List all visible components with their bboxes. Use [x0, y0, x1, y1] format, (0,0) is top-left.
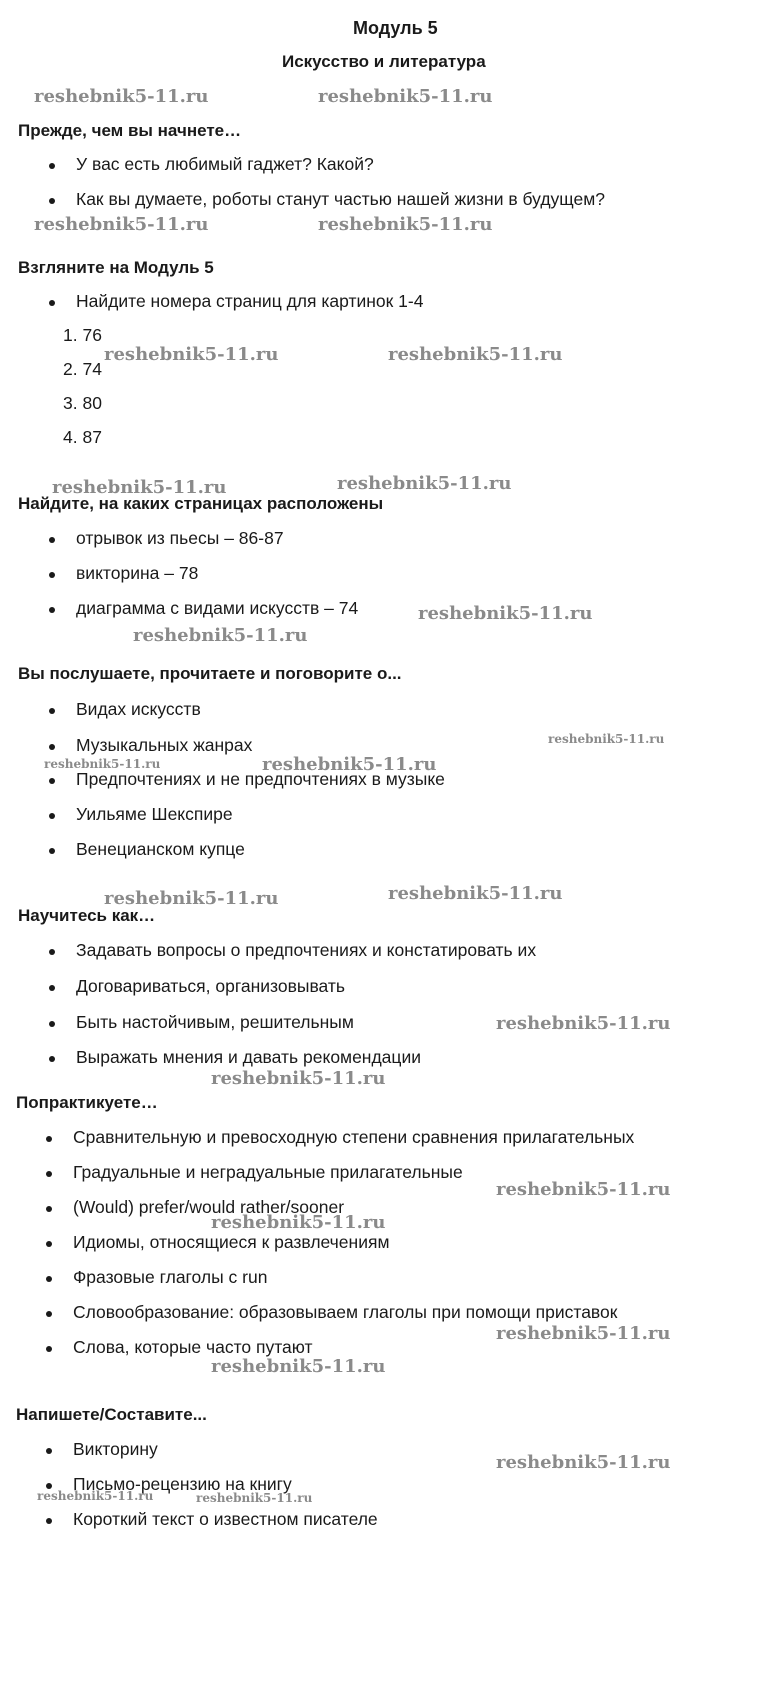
page-subtitle: Искусство и литература [282, 52, 486, 71]
watermark: reshebnik5-11.ru [34, 214, 209, 235]
list-item: Музыкальных жанрах [76, 735, 253, 755]
bullet-icon [49, 607, 55, 613]
list-item: Уильяме Шекспире [76, 804, 233, 824]
section-heading-before-start: Прежде, чем вы начнете… [18, 121, 242, 140]
bullet-icon [49, 198, 55, 204]
list-item: Викторину [73, 1439, 158, 1459]
list-item: Словообразование: образовываем глаголы при помощи приставок [73, 1302, 618, 1322]
page-title: Модуль 5 [353, 18, 438, 38]
list-item: отрывок из пьесы – 86-87 [76, 528, 284, 548]
list-item: Выражать мнения и давать рекомендации [76, 1047, 421, 1067]
watermark: reshebnik5-11.ru [37, 1489, 154, 1503]
bullet-icon [49, 708, 55, 714]
watermark: reshebnik5-11.ru [388, 883, 563, 904]
list-item: Сравнительную и превосходную степени сравнения прилагательных [73, 1127, 635, 1147]
bullet-icon [46, 1241, 52, 1247]
bullet-icon [46, 1311, 52, 1317]
bullet-icon [49, 778, 55, 784]
list-item: Идиомы, относящиеся к развлечениям [73, 1232, 390, 1252]
watermark: reshebnik5-11.ru [418, 603, 593, 624]
list-item: У вас есть любимый гаджет? Какой? [76, 154, 374, 174]
section-heading-find-pages: Найдите, на каких страницах расположены [18, 494, 384, 513]
list-item: Фразовые глаголы с run [73, 1267, 268, 1287]
watermark: reshebnik5-11.ru [196, 1491, 313, 1505]
bullet-icon [46, 1171, 52, 1177]
section-heading-look-at-module: Взгляните на Модуль 5 [18, 258, 214, 277]
watermark: reshebnik5-11.ru [133, 625, 308, 646]
watermark: reshebnik5-11.ru [496, 1013, 671, 1034]
watermark: reshebnik5-11.ru [548, 732, 665, 746]
watermark: reshebnik5-11.ru [337, 473, 512, 494]
watermark: reshebnik5-11.ru [496, 1452, 671, 1473]
bullet-icon [49, 537, 55, 543]
section-heading-learn-how: Научитесь как… [18, 906, 156, 925]
watermark: reshebnik5-11.ru [318, 214, 493, 235]
section-heading-practice: Попрактикуете… [16, 1093, 158, 1112]
list-item: Быть настойчивым, решительным [76, 1012, 354, 1032]
watermark: reshebnik5-11.ru [388, 344, 563, 365]
list-item: Предпочтениях и не предпочтениях в музыке [76, 769, 445, 789]
watermark: reshebnik5-11.ru [104, 888, 279, 909]
watermark: reshebnik5-11.ru [52, 477, 227, 498]
watermark: reshebnik5-11.ru [34, 86, 209, 107]
bullet-icon [46, 1136, 52, 1142]
list-item: Задавать вопросы о предпочтениях и констатировать их [76, 940, 537, 960]
bullet-icon [49, 1021, 55, 1027]
list-item: Короткий текст о известном писателе [73, 1509, 378, 1529]
section-heading-write-compose: Напишете/Составите... [16, 1405, 207, 1424]
list-item: Видах искусств [76, 699, 201, 719]
bullet-icon [46, 1518, 52, 1524]
numbered-item: 4. 87 [63, 427, 102, 447]
bullet-icon [49, 949, 55, 955]
list-item: Слова, которые часто путают [73, 1337, 313, 1357]
bullet-icon [49, 1056, 55, 1062]
watermark: reshebnik5-11.ru [44, 757, 161, 771]
watermark: reshebnik5-11.ru [496, 1179, 671, 1200]
watermark: reshebnik5-11.ru [211, 1356, 386, 1377]
list-item: Найдите номера страниц для картинок 1-4 [76, 291, 424, 311]
numbered-item: 1. 76 [63, 325, 102, 345]
bullet-icon [49, 572, 55, 578]
bullet-icon [49, 848, 55, 854]
bullet-icon [46, 1276, 52, 1282]
list-item: викторина – 78 [76, 563, 199, 583]
watermark: reshebnik5-11.ru [211, 1212, 386, 1233]
list-item: Договариваться, организовывать [76, 976, 346, 996]
section-heading-listen-read-talk: Вы послушаете, прочитаете и поговорите о... [18, 664, 402, 683]
list-item: Градуальные и неградуальные прилагательные [73, 1162, 463, 1182]
list-item: (Would) prefer/would rather/sooner [73, 1197, 345, 1217]
bullet-icon [46, 1206, 52, 1212]
list-item: Венецианском купце [76, 839, 245, 859]
watermark: reshebnik5-11.ru [262, 754, 437, 775]
bullet-icon [49, 813, 55, 819]
watermark: reshebnik5-11.ru [496, 1323, 671, 1344]
list-item: Письмо-рецензию на книгу [73, 1474, 292, 1494]
bullet-icon [46, 1346, 52, 1352]
watermark: reshebnik5-11.ru [211, 1068, 386, 1089]
numbered-item: 2. 74 [63, 359, 102, 379]
bullet-icon [46, 1448, 52, 1454]
watermark: reshebnik5-11.ru [104, 344, 279, 365]
bullet-icon [49, 163, 55, 169]
bullet-icon [49, 985, 55, 991]
list-item: диаграмма с видами искусств – 74 [76, 598, 359, 618]
watermark: reshebnik5-11.ru [318, 86, 493, 107]
list-item: Как вы думаете, роботы станут частью нашей жизни в будущем? [76, 189, 605, 209]
bullet-icon [49, 744, 55, 750]
bullet-icon [49, 300, 55, 306]
numbered-item: 3. 80 [63, 393, 102, 413]
